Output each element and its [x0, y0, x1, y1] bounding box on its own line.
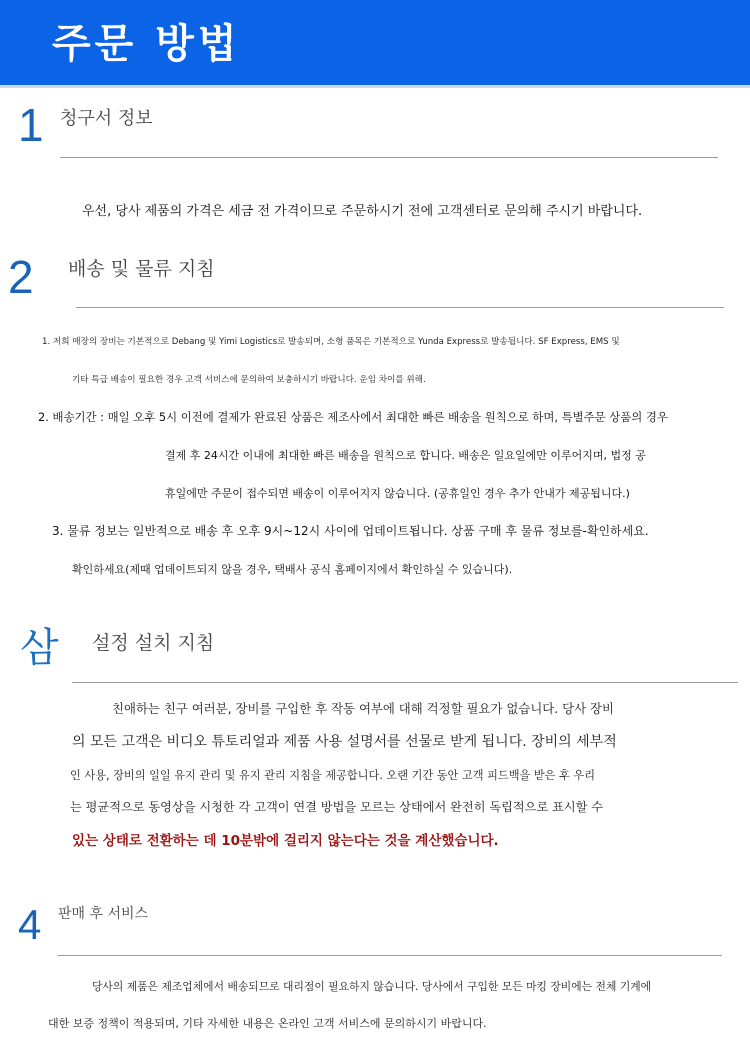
section-3-text-line: 인 사용, 장비의 일일 유지 관리 및 유지 관리 지침을 제공합니다. 오랜 기간 동안 고객 피드백을 받은 후 우리: [70, 769, 596, 782]
section-4-number: 4: [18, 901, 42, 948]
page-title: 주문 방법: [52, 21, 241, 67]
section-3-number: 삼: [20, 626, 59, 670]
section-1-title: 청구서 정보: [60, 108, 153, 129]
section-2-text-line: 휴일에만 주문이 접수되면 배송이 이루어지지 않습니다. (공휴일인 경우 추가 안내가 제공됩니다.): [165, 487, 630, 500]
section-2-text-line: 1. 저희 매장의 장비는 기본적으로 Debang 및 Yimi Logistics로 발송되며, 소형 품목은 기본적으로 Yunda Express로 발송됩니다. SF Express, EMS 및: [42, 337, 620, 347]
section-3-divider: [72, 682, 738, 683]
section-2-text-line: 3. 물류 정보는 일반적으로 배송 후 오후 9시~12시 사이에 업데이트됩니다. 상품 구매 후 물류 정보를-확인하세요.: [52, 524, 649, 538]
section-3-text-line: 는 평균적으로 동영상을 시청한 각 고객이 연결 방법을 모르는 상태에서 완전히 독립적으로 표시할 수: [70, 800, 604, 814]
section-3-title: 설정 설치 지침: [92, 632, 215, 654]
section-4-text-line: 당사의 제품은 제조업체에서 배송되므로 대리점이 필요하지 않습니다. 당사에서 구입한 모든 마킹 장비에는 전체 기계에: [92, 980, 652, 993]
section-3-text-line: 의 모든 고객은 비디오 튜토리얼과 제품 사용 설명서를 선물로 받게 됩니다. 장비의 세부적: [72, 734, 617, 750]
section-2-text-line: 기타 특급 배송이 필요한 경우 고객 서비스에 문의하여 보충하시기 바랍니다. 운임 차이를 위해.: [72, 375, 426, 385]
section-4-divider: [58, 955, 722, 956]
section-2-text-line: 2. 배송기간 : 매일 오후 5시 이전에 결제가 완료된 상품은 제조사에서 최대한 빠른 배송을 원칙으로 하며, 특별주문 상품의 경우: [38, 410, 668, 424]
section-2-number: 2: [8, 251, 34, 303]
section-2-divider: [76, 307, 724, 308]
section-2-text-line: 확인하세요(제때 업데이트되지 않을 경우, 택배사 공식 홈페이지에서 확인하실 수 있습니다).: [72, 563, 513, 576]
section-2-title: 배송 및 물류 지침: [68, 258, 215, 280]
section-4-title: 판매 후 서비스: [58, 906, 149, 922]
section-1-number: 1: [18, 99, 44, 151]
section-1-divider: [60, 157, 718, 158]
section-4-text-line: 대한 보증 정책이 적용되며, 기타 자세한 내용은 온라인 고객 서비스에 문의하시기 바랍니다.: [48, 1017, 487, 1030]
section-3-highlight-text: 있는 상태로 전환하는 데 10분밖에 걸리지 않는다는 것을 계산했습니다.: [72, 833, 499, 849]
section-3-text-line: 친애하는 친구 여러분, 장비를 구입한 후 작동 여부에 대해 걱정할 필요가 없습니다. 당사 장비: [112, 701, 614, 716]
section-1-text: 우선, 당사 제품의 가격은 세금 전 가격이므로 주문하시기 전에 고객센터로 문의해 주시기 바랍니다.: [82, 204, 643, 219]
page-header: [0, 0, 750, 88]
section-2-text-line: 결제 후 24시간 이내에 최대한 빠른 배송을 원칙으로 합니다. 배송은 일요일에만 이루어지며, 법정 공: [165, 449, 646, 462]
